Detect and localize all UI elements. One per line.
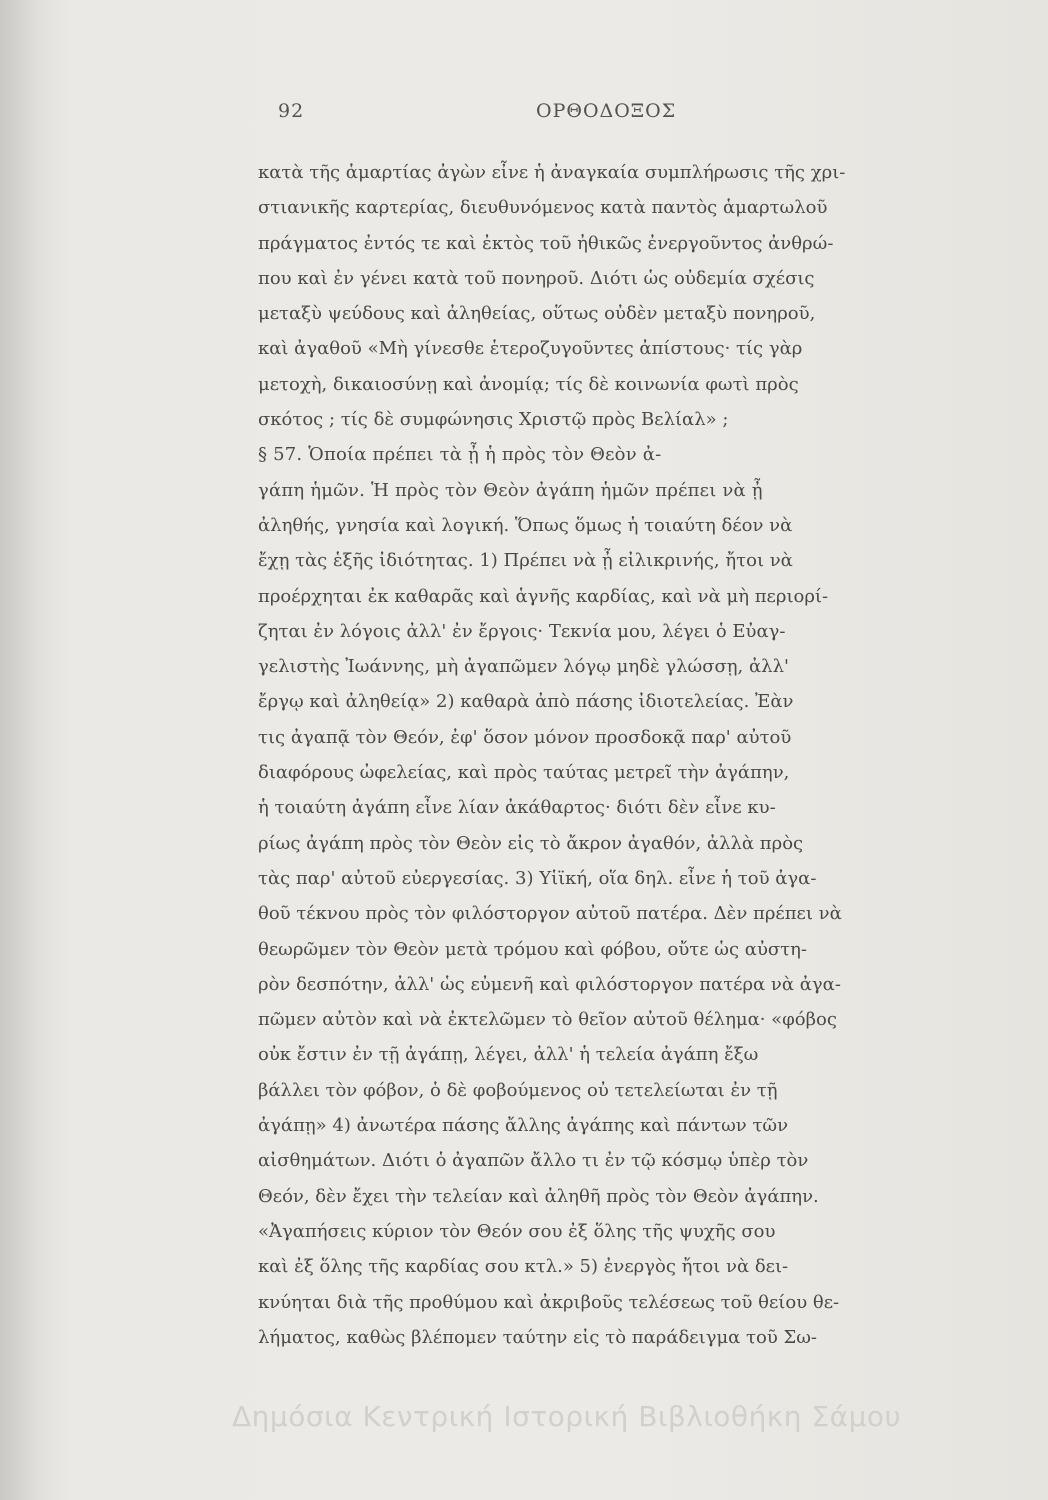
text-line: § 57. Ὁποία πρέπει τὰ ᾖ ἡ πρὸς τὸν Θεὸν ἀ- bbox=[258, 444, 662, 466]
text-line: γάπη ἡμῶν. Ἡ πρὸς τὸν Θεὸν ἀγάπη ἡμῶν πρέπει νὰ ᾖ bbox=[258, 479, 763, 501]
text-line: ρίως ἀγάπη πρὸς τὸν Θεὸν εἰς τὸ ἄκρον ἀγαθόν, ἀλλὰ πρὸς bbox=[258, 832, 804, 854]
text-line: διαφόρους ὠφελείας, καὶ πρὸς ταύτας μετρεῖ τὴν ἀγάπην, bbox=[258, 762, 790, 784]
running-head bbox=[278, 100, 718, 130]
text-line: τὰς παρ' αὐτοῦ εὐεργεσίας. 3) Υἱϊκή, οἵα δηλ. εἶνε ἡ τοῦ ἀγα- bbox=[258, 867, 817, 889]
text-line: ρὸν δεσπότην, ἀλλ' ὡς εὐμενῆ καὶ φιλόστοργον πατέρα νὰ ἀγα- bbox=[258, 973, 841, 995]
text-line: κατὰ τῆς ἁμαρτίας ἀγὼν εἶνε ἡ ἀναγκαία συμπλήρωσις τῆς χρι- bbox=[258, 162, 846, 183]
body-text bbox=[258, 155, 846, 1355]
text-line: «Ἀγαπήσεις κύριον τὸν Θεόν σου ἐξ ὅλης τῆς ψυχῆς σου bbox=[258, 1220, 776, 1242]
text-line: πῶμεν αὐτὸν καὶ νὰ ἐκτελῶμεν τὸ θεῖον αὐτοῦ θέλημα· «φόβος bbox=[258, 1009, 837, 1031]
running-title: ΟΡΘΟΔΟΞΟΣ bbox=[536, 100, 677, 122]
text-line: προέρχηται ἐκ καθαρᾶς καὶ ἁγνῆς καρδίας, καὶ νὰ μὴ περιορί- bbox=[258, 585, 829, 607]
text-line: θεωρῶμεν τὸν Θεὸν μετὰ τρόμου καὶ φόβου, οὔτε ὡς αὐστη- bbox=[258, 938, 807, 960]
text-line: καὶ ἐξ ὅλης τῆς καρδίας σου κτλ.» 5) ἐνεργὸς ἤτοι νὰ δει- bbox=[258, 1256, 789, 1278]
text-line: ἔχῃ τὰς ἑξῆς ἰδιότητας. 1) Πρέπει νὰ ᾖ εἰλικρινής, ἤτοι νὰ bbox=[258, 550, 793, 572]
text-line: σκότος ; τίς δὲ συμφώνησις Χριστῷ πρὸς Βελίαλ» ; bbox=[258, 409, 729, 431]
text-line: βάλλει τὸν φόβον, ὁ δὲ φοβούμενος οὐ τετελείωται ἐν τῇ bbox=[258, 1079, 778, 1101]
spine-shadow bbox=[0, 0, 70, 1500]
text-line: ἔργῳ καὶ ἀληθείᾳ» 2) καθαρὰ ἀπὸ πάσης ἰδιοτελείας. Ἐὰν bbox=[258, 691, 794, 713]
text-line: ἀληθής, γνησία καὶ λογική. Ὅπως ὅμως ἡ τοιαύτη δέον νὰ bbox=[258, 514, 793, 536]
text-line: κνύηται διὰ τῆς προθύμου καὶ ἀκριβοῦς τελέσεως τοῦ θείου θε- bbox=[258, 1291, 840, 1313]
text-line: αἰσθημάτων. Διότι ὁ ἀγαπῶν ἄλλο τι ἐν τῷ κόσμῳ ὑπὲρ τὸν bbox=[258, 1150, 809, 1172]
text-line: γελιστὴς Ἰωάννης, μὴ ἀγαπῶμεν λόγῳ μηδὲ γλώσσῃ, ἀλλ' bbox=[258, 656, 789, 678]
text-line: ἡ τοιαύτη ἀγάπη εἶνε λίαν ἀκάθαρτος· διότι δὲν εἶνε κυ- bbox=[258, 797, 776, 819]
text-line: τις ἀγαπᾷ τὸν Θεόν, ἐφ' ὅσον μόνον προσδοκᾷ παρ' αὐτοῦ bbox=[258, 726, 792, 748]
text-line: καὶ ἀγαθοῦ «Μὴ γίνεσθε ἑτεροζυγοῦντες ἀπίστους· τίς γὰρ bbox=[258, 338, 803, 360]
text-line: μετοχὴ, δικαιοσύνῃ καὶ ἀνομίᾳ; τίς δὲ κοινωνία φωτὶ πρὸς bbox=[258, 373, 799, 395]
text-line: θοῦ τέκνου πρὸς τὸν φιλόστοργον αὐτοῦ πατέρα. Δὲν πρέπει νὰ bbox=[258, 903, 842, 925]
text-line: μεταξὺ ψεύδους καὶ ἀληθείας, οὕτως οὐδὲν μεταξὺ πονηροῦ, bbox=[258, 303, 816, 325]
library-watermark: Δημόσια Κεντρική Ιστορική Βιβλιοθήκη Σάμου bbox=[232, 1400, 902, 1433]
text-line: πράγματος ἐντός τε καὶ ἐκτὸς τοῦ ἠθικῶς ἐνεργοῦντος ἀνθρώ- bbox=[258, 232, 834, 254]
text-line: που καὶ ἐν γένει κατὰ τοῦ πονηροῦ. Διότι ὡς οὐδεμία σχέσις bbox=[258, 267, 815, 289]
page-number: 92 bbox=[278, 100, 305, 122]
text-line: οὐκ ἔστιν ἐν τῇ ἀγάπῃ, λέγει, ἀλλ' ἡ τελεία ἀγάπη ἔξω bbox=[258, 1044, 759, 1066]
text-line: ζηται ἐν λόγοις ἀλλ' ἐν ἔργοις· Τεκνία μου, λέγει ὁ Εὐαγ- bbox=[258, 620, 786, 642]
text-line: Θεόν, δὲν ἔχει τὴν τελείαν καὶ ἀληθῆ πρὸς τὸν Θεὸν ἀγάπην. bbox=[258, 1185, 819, 1207]
text-line: λήματος, καθὼς βλέπομεν ταύτην εἰς τὸ παράδειγμα τοῦ Σω- bbox=[258, 1326, 817, 1348]
text-line: ἀγάπῃ» 4) ἀνωτέρα πάσης ἄλλης ἀγάπης καὶ πάντων τῶν bbox=[258, 1115, 789, 1137]
text-line: στιανικῆς καρτερίας, διευθυνόμενος κατὰ παντὸς ἁμαρτωλοῦ bbox=[258, 197, 828, 219]
